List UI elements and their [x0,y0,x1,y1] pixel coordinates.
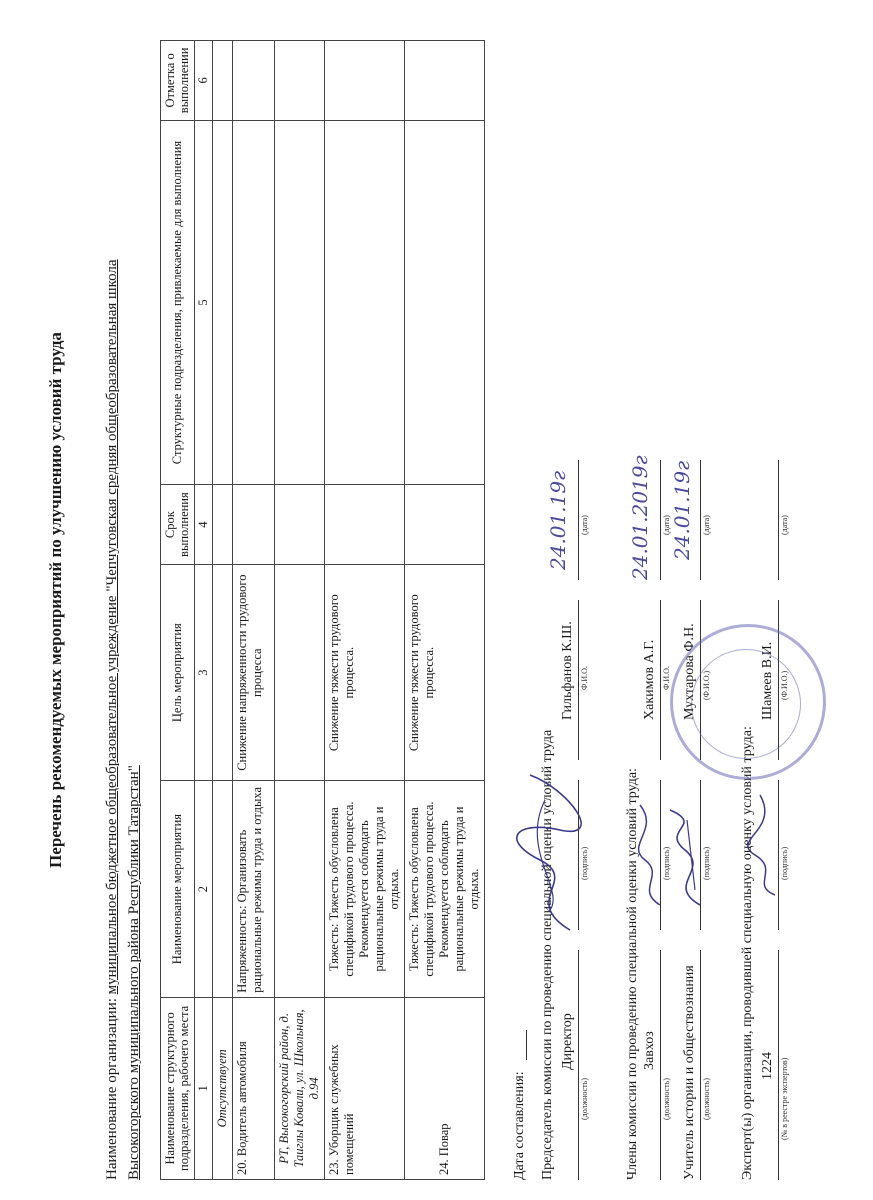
member2-position: Учитель истории и обществознания [682,965,697,1180]
cell-units [232,120,274,484]
column-number: 5 [194,120,212,484]
section-row [212,41,232,1180]
cell-term [274,485,324,565]
organization-name-part2: Высокогорского муниципального района Республики Татарстан" [126,765,142,1180]
cell-mark [274,41,324,121]
member1-name-line [660,600,661,760]
chairman-signature-icon [510,770,590,940]
cell-goal: Снижение тяжести трудового процесса. [404,564,484,780]
caption-date: (дата) [662,515,671,535]
column-number: 4 [194,485,212,565]
expert-name: Шамеев В.И. [760,641,775,720]
cell-mark [404,41,484,121]
table-header-row [161,41,195,1180]
member1-date-line [660,460,661,580]
chairman-name: Гильфанов К.Ш. [560,621,575,720]
caption-signature: (подпись) [580,846,589,880]
organization-label: Наименование организации: [104,998,120,1180]
cell-term [324,485,404,565]
cell-units [404,120,484,484]
cell-mark [232,41,274,121]
official-seal-icon [670,624,826,780]
header-cell: Наименование мероприятия [161,781,195,997]
caption-fio: (Ф.И.О.) [702,670,711,700]
measures-table [160,40,485,1180]
cell-place: РТ, Высокогорский район, д. Таиглы Ковали, ул. Школьная, д.94 [274,997,324,1179]
cell-goal [274,564,324,780]
cell-term [232,485,274,565]
header-cell: Отметка о выполнении [161,41,195,121]
column-number: 2 [194,781,212,997]
date-blank-line [526,1030,527,1060]
member1-position: Завхоз [642,1031,657,1070]
cell-measure [274,781,324,997]
cell-goal: Снижение напряженности трудового процесса [232,564,274,780]
chairman-name-line [578,600,579,760]
chairman-heading: Председатель комиссии по проведению специальной оценки условий труда [540,729,555,1180]
caption-position: (должность) [662,1078,671,1120]
cell-goal: Снижение тяжести трудового процесса. [324,564,404,780]
member2-name: Мухтарова Ф.Н. [682,623,697,720]
cell-term [404,485,484,565]
cell-measure: Тяжесть: Тяжесть обусловлена спецификой трудового процесса. Рекомендуется соблюдать рациональные режимы труда и отдыха. [324,781,404,997]
caption-fio: Ф.И.О. [580,666,589,690]
caption-date: (дата) [702,515,711,535]
member1-position-line [660,950,661,1180]
member2-date-handwritten: 24.01.19г [670,460,694,560]
expert-signature-icon [745,790,785,900]
expert-date-line [778,460,779,580]
organization-line-1 [104,259,121,1180]
table-row [232,41,274,1180]
caption-signature: (подпись) [662,846,671,880]
members-heading: Члены комиссии по проведению специальной оценки условий труда: [625,768,640,1180]
chairman-date-line [578,460,579,580]
caption-fio: Ф.И.О. [662,666,671,690]
header-cell: Структурные подразделения, привлекаемые для выполнения [161,120,195,484]
member1-name: Хакимов А.Г. [642,639,657,720]
column-number: 6 [194,41,212,121]
chairman-date-handwritten: 24.01.19г [546,470,570,570]
organization-name-part1: муниципальное бюджетное общеобразовательное учреждение "Чепчуговская средняя общеобразовательная школа [104,259,120,995]
rotated-document-sheet [40,20,830,1180]
section-label: Отсутствует [212,997,232,1179]
cell-measure: Тяжесть: Тяжесть обусловлена спецификой трудового процесса. Рекомендуется соблюдать рациональные режимы труда и отдыха. [404,781,484,997]
member1-signature-icon [630,800,670,910]
cell-units [274,120,324,484]
column-number: 3 [194,564,212,780]
caption-signature: (подпись) [702,846,711,880]
cell-units [324,120,404,484]
cell-place: 23. Уборщик служебных помещений [324,997,404,1179]
column-number: 1 [194,997,212,1179]
chairman-position-line [578,950,579,1180]
header-cell: Наименование структурного подразделения, рабочего места [161,997,195,1179]
member2-signature-icon [665,800,710,910]
organization-line-2 [126,765,143,1180]
caption-expert-number: (№ в реестре экспертов) [780,1057,789,1140]
table-row [274,41,324,1180]
official-seal-inner-ring [691,649,801,759]
caption-position: (должность) [580,1078,589,1120]
caption-fio: (Ф.И.О.) [780,670,789,700]
member2-position-line [700,950,701,1180]
table-row [404,41,484,1180]
chairman-position: Директор [560,1013,575,1070]
caption-signature: (подпись) [780,846,789,880]
document-title: Перечень рекомендуемых мероприятий по улучшению условий труда [46,332,65,868]
expert-number: 1224 [760,1052,775,1080]
column-number-row [194,41,212,1180]
caption-position: (должность) [702,1078,711,1120]
caption-date: (дата) [580,515,589,535]
header-cell: Срок выполнения [161,485,195,565]
caption-date: (дата) [780,515,789,535]
expert-number-line [778,950,779,1180]
date-label: Дата составления: [512,1071,527,1180]
experts-heading: Эксперт(ы) организации, проводившей специальную оценку условий труда: [740,726,755,1180]
member1-date-handwritten: 24.01.2019г [628,455,652,580]
cell-place: 20. Водитель автомобиля [232,997,274,1179]
member2-date-line [700,460,701,580]
header-cell: Цель мероприятия [161,564,195,780]
cell-mark [324,41,404,121]
table-row [324,41,404,1180]
cell-measure: Напряженность: Организовать рациональные режимы труда и отдыха [232,781,274,997]
cell-place: 24. Повар [404,997,484,1179]
